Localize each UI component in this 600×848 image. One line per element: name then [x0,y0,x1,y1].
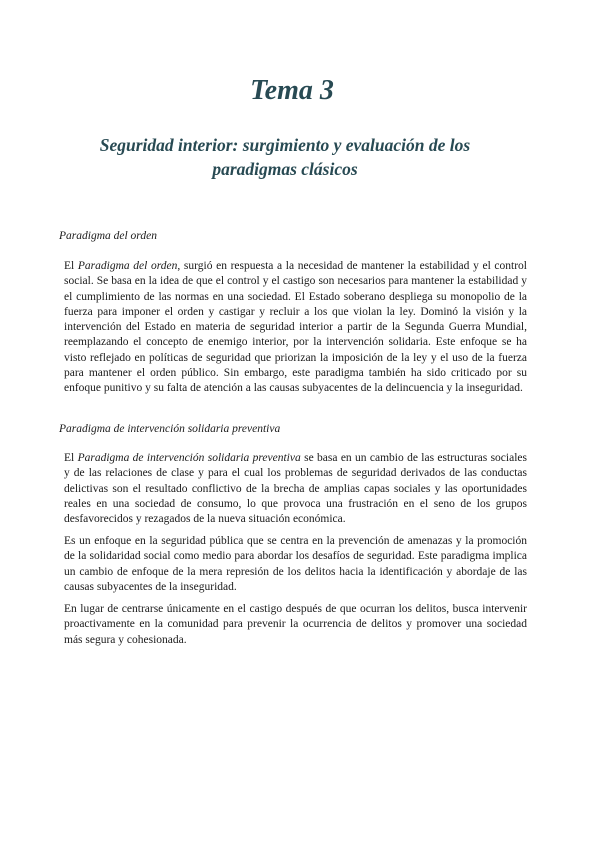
paragraph-body: se basa en un cambio de las estructuras sociales y de las relaciones de clase y para el cual los problemas de seguridad derivados de las conductas delictivas son el resultado conflictivo de la brecha de amplias capas sociales y las oportunidades reales en una sociedad de consumo, lo que provoca una frustración en el seno de los grupos desfavorecidos y rezagados de la nueva situación económica. [64,452,527,526]
paragraph-orden [64,259,527,397]
section-heading-orden: Paradigma del orden [59,230,157,242]
paragraph-solidaria-1 [64,451,527,527]
paragraph-solidaria-3 [64,602,527,648]
paragraph-emphasis: Paradigma del orden [77,260,178,272]
paragraph-lead: El [64,260,78,272]
chapter-title: Tema 3 [250,75,334,106]
paragraph-emphasis: Paradigma de intervención solidaria preventiva [77,452,301,464]
paragraph-body: Es un enfoque en la seguridad pública que se centra en la prevención de amenazas y la promoción de la solidaridad social como medio para abordar los desafíos de seguridad. Este paradigma implica un cambio de enfoque de la mera represión de los delitos hacia la identificación y abordaje de las causas subyacentes de la inseguridad. [64,535,527,593]
chapter-subtitle: Seguridad interior: surgimiento y evaluación de los paradigmas clásicos [99,135,471,179]
paragraph-body: , surgió en respuesta a la necesidad de mantener la estabilidad y el control social. Se basa en la idea de que el control y el castigo son necesarios para mantener la estabilidad y el cumplimiento de las normas en una sociedad. El Estado soberano despliega su monopolio de la fuerza para imponer el orden y castigar y recluir a los que violan la ley. Dominó la visión y la intervención del Estado en materia de seguridad interior a partir de la Segunda Guerra Mundial, reemplazando el concepto de enemigo interior, por la intervención solidaria. Este enfoque se ha visto reflejado en políticas de seguridad que priorizan la imposición de la ley y el uso de la fuerza para mantener el orden público. Sin embargo, este paradigma también ha sido criticado por su enfoque punitivo y su falta de atención a las causas subyacentes de la delincuencia y la inseguridad. [64,260,527,395]
paragraph-body: En lugar de centrarse únicamente en el castigo después de que ocurran los delitos, busca intervenir proactivamente en la comunidad para prevenir la ocurrencia de delitos y promover una sociedad más segura y cohesionada. [64,603,527,646]
section-heading-solidaria: Paradigma de intervención solidaria preventiva [59,423,281,435]
paragraph-lead: El [64,452,78,464]
paragraph-solidaria-2 [64,534,527,595]
